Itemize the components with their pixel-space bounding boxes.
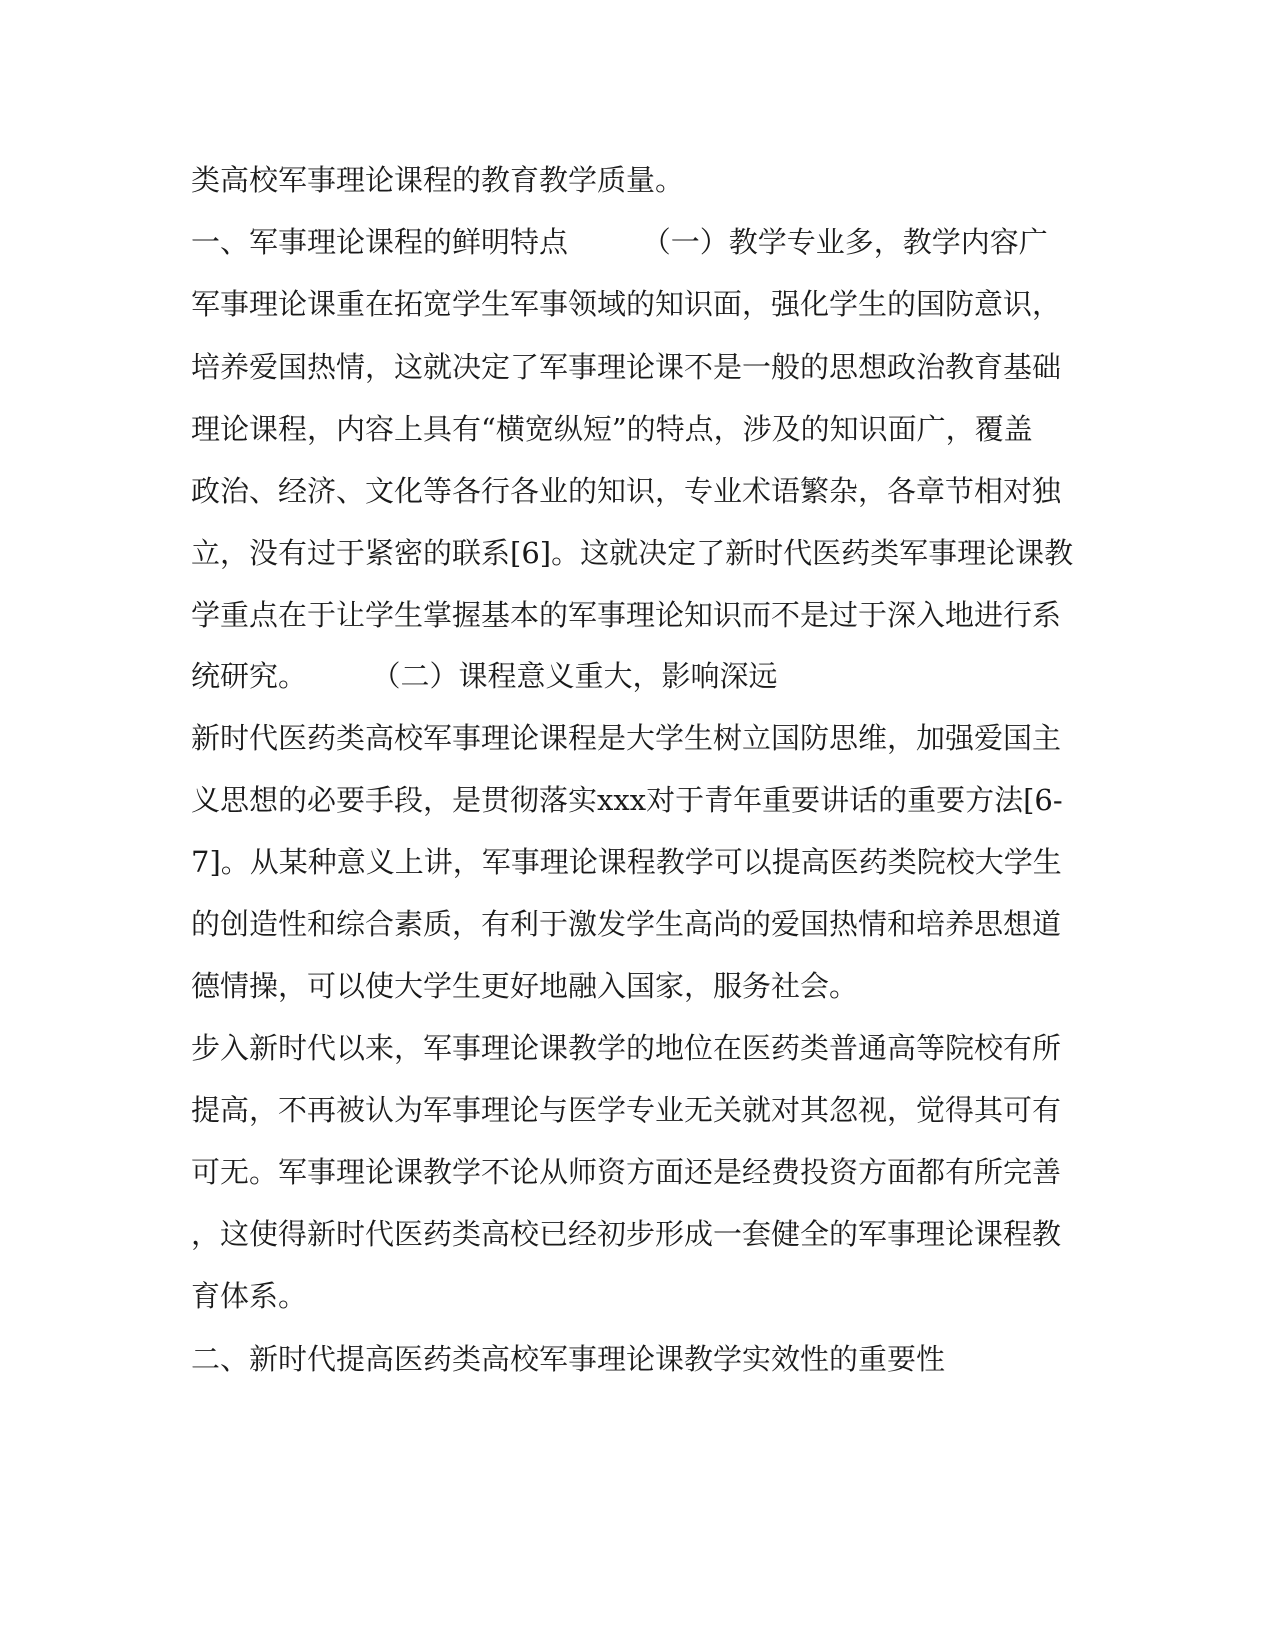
text-line: 可无。军事理论课教学不论从师资方面还是经费投资方面都有所完善 <box>191 1155 1062 1189</box>
text-line: 育体系。 <box>191 1279 308 1313</box>
text-line: 培养爱国热情，这就决定了军事理论课不是一般的思想政治教育基础 <box>191 350 1062 384</box>
section-heading-2: 二、新时代提高医药类高校军事理论课教学实效性的重要性 <box>191 1342 946 1376</box>
text-line: 义思想的必要手段，是贯彻落实xxx对于青年重要讲话的重要方法[6- <box>191 783 1063 817</box>
text-line: 类高校军事理论课程的教育教学质量。 <box>191 163 685 197</box>
text-line: 德情操，可以使大学生更好地融入国家，服务社会。 <box>191 969 859 1003</box>
section-heading-1: 一、军事理论课程的鲜明特点 （一）教学专业多，教学内容广 <box>191 225 1048 259</box>
text-line: 步入新时代以来，军事理论课教学的地位在医药类普通高等院校有所 <box>191 1031 1062 1065</box>
text-line: 军事理论课重在拓宽学生军事领域的知识面，强化学生的国防意识， <box>191 287 1062 321</box>
text-line: 统研究。 （二）课程意义重大，影响深远 <box>191 659 778 693</box>
text-line: ，这使得新时代医药类高校已经初步形成一套健全的军事理论课程教 <box>191 1217 1062 1251</box>
text-line: 立，没有过于紧密的联系[6]。这就决定了新时代医药类军事理论课教 <box>191 536 1074 570</box>
text-line: 政治、经济、文化等各行各业的知识，专业术语繁杂，各章节相对独 <box>191 474 1062 508</box>
text-line: 新时代医药类高校军事理论课程是大学生树立国防思维，加强爱国主 <box>191 721 1062 755</box>
text-line: 的创造性和综合素质，有利于激发学生高尚的爱国热情和培养思想道 <box>191 907 1062 941</box>
text-line: 学重点在于让学生掌握基本的军事理论知识而不是过于深入地进行系 <box>191 598 1062 632</box>
text-line: 提高，不再被认为军事理论与医学专业无关就对其忽视，觉得其可有 <box>191 1093 1062 1127</box>
text-line: 7]。从某种意义上讲，军事理论课程教学可以提高医药类院校大学生 <box>191 845 1062 879</box>
text-line: 理论课程，内容上具有“横宽纵短”的特点，涉及的知识面广，覆盖 <box>191 412 1033 446</box>
